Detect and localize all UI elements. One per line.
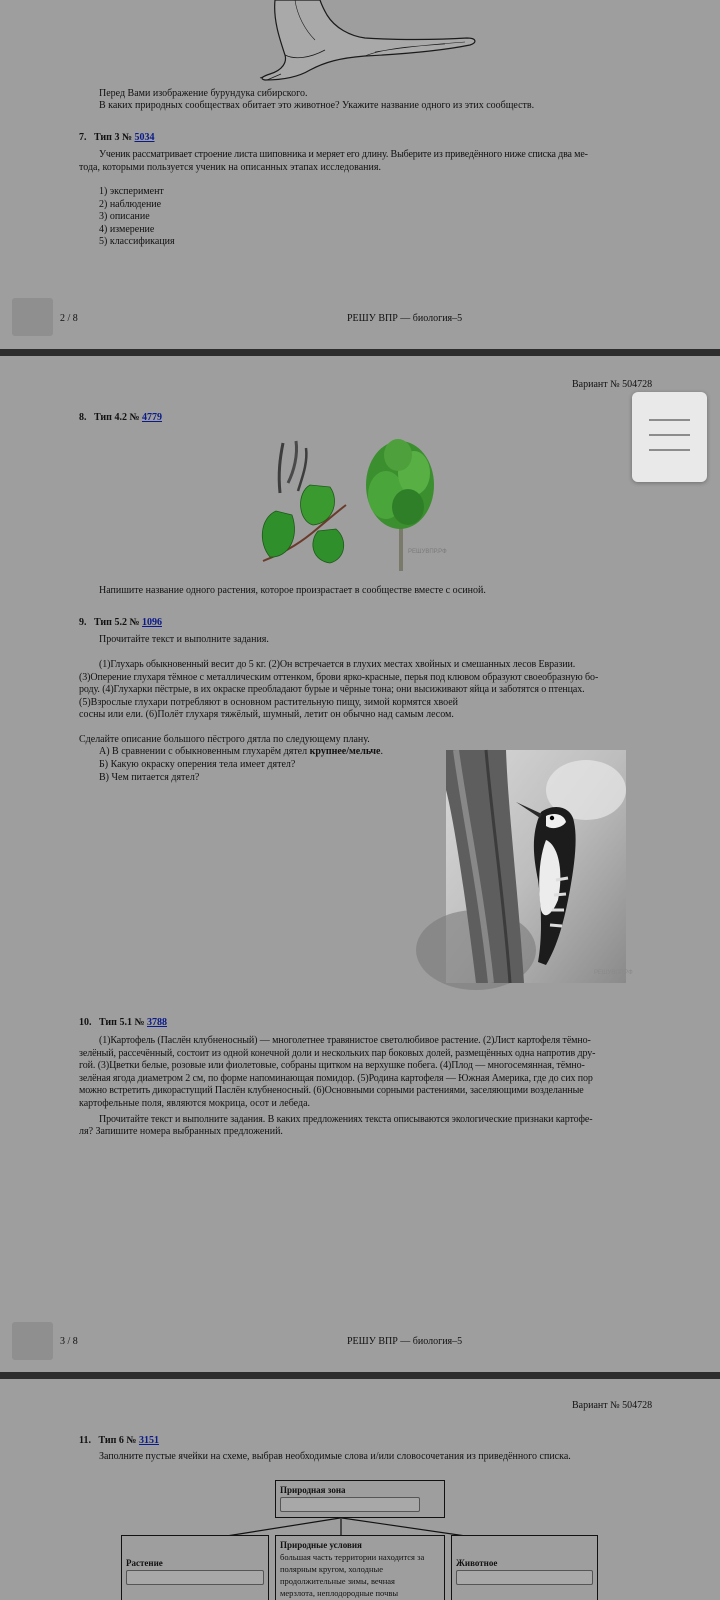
list-item: 4) измерение <box>99 223 155 235</box>
footer-page-number: 2 / 8 <box>60 313 78 324</box>
q7-header <box>79 132 155 145</box>
q9-paragraph-line5: сосны или ели. (6)Полёт глухаря тяжёлый, шумный, летит он обычно над самым лесом. <box>79 709 454 720</box>
footer-title: РЕШУ ВПР — биология–5 <box>347 1336 463 1347</box>
scheme-plant-label: Растение <box>126 1558 163 1568</box>
scheme-conditions-line4: мерзлота, неплодородные почвы <box>280 1588 399 1598</box>
scheme-natural-zone-box <box>275 1480 445 1518</box>
chipmunk-caption: Перед Вами изображение бурундука сибирского. <box>99 88 308 99</box>
q10-text-line5: можно встретить дикорастущий Паслён клубненосный. (6)Основными сорными растениями, заселяющими возделанные <box>79 1085 584 1096</box>
q8-question: Напишите название одного растения, которое произрастает в сообществе вместе с осиной. <box>99 585 486 596</box>
q11-id-link[interactable]: 3151 <box>138 1435 159 1446</box>
q9-item-a-end: . <box>380 746 383 757</box>
q10-text-line2: зелёный, рассечённый, состоит из одной конечной доли и нескольких пар боковых долей, размещённых одна напротив дру- <box>79 1048 596 1059</box>
q7-text-line1: Ученик рассматривает строение листа шиповника и меряет его длину. Выберите из приведённого ниже списка два ме- <box>99 149 588 160</box>
q9-item-a-bold: крупнее/мельче <box>309 746 381 757</box>
q7-type: Тип 3 № <box>94 132 132 143</box>
q9-paragraph-line1: (1)Глухарь обыкновенный весит до 5 кг. (2)Он встречается в глухих местах хвойных и смешанных лесов Евразии. <box>99 659 576 670</box>
scheme-plant-box <box>121 1535 269 1600</box>
page-thumbnail[interactable] <box>12 298 53 336</box>
scheme-conditions-line3: продолжительные зимы, вечная <box>280 1576 395 1586</box>
menu-icon-bar <box>649 449 690 451</box>
q9-task: Сделайте описание большого пёстрого дятла по следующему плану. <box>79 734 370 745</box>
footer-page-number: 3 / 8 <box>60 1336 78 1347</box>
list-item: 1) эксперимент <box>99 186 164 197</box>
scheme-conditions-line2: полярным кругом, холодные <box>280 1564 384 1574</box>
q9-paragraph-line4: (5)Взрослые глухари потребляют в основном растительную пищу, зимой кормятся хвоей <box>79 697 459 708</box>
menu-icon-bar <box>649 434 690 436</box>
q10-text-line4: зелёная ягода диаметром 2 см, по форме напоминающая помидор. (5)Родина картофеля — Южная Америка, где до сих пор <box>79 1073 593 1084</box>
q10-type: Тип 5.1 № <box>99 1017 145 1028</box>
q10-id-link[interactable]: 3788 <box>147 1017 167 1028</box>
scheme-animal-label: Животное <box>456 1558 498 1568</box>
q9-paragraph-line2: (3)Оперение глухаря тёмное с металлическим оттенком, брови ярко-красные, перья под клювом образуют своеобразную бо- <box>79 672 599 683</box>
q7-options <box>99 186 175 249</box>
variant-label: Вариант № 504728 <box>572 379 653 390</box>
q10-number: 10. <box>79 1017 92 1028</box>
q8-id-link[interactable]: 4779 <box>142 412 162 423</box>
q10-task-line1: Прочитайте текст и выполните задания. В каких предложениях текста описываются экологические признаки картофе- <box>99 1114 593 1125</box>
q9-id-link[interactable]: 1096 <box>142 617 162 628</box>
q9-number: 9. <box>79 617 87 628</box>
scheme-natural-zone-label: Природная зона <box>280 1485 346 1495</box>
q9-paragraph-line3: роду. (4)Глухарки пёстрые, в их окраске преобладают бурые и чёрные тона; они высиживают яйца и заботятся о птенцах. <box>79 684 585 695</box>
aspen-illustration <box>258 433 468 578</box>
chipmunk-illustration <box>255 0 485 82</box>
plant-input[interactable] <box>126 1570 264 1585</box>
q10-text-line6: картофельные поля, являются мокрица, осот и лебеда. <box>79 1098 311 1109</box>
q11-number: 11. <box>79 1435 91 1446</box>
q11-text: Заполните пустые ячейки на схеме, выбрав необходимые слова и/или словосочетания из приведённого списка. <box>99 1451 571 1462</box>
scheme-conditions-box <box>275 1535 445 1600</box>
scheme-animal-box <box>451 1535 598 1600</box>
list-item: 5) классификация <box>99 236 175 248</box>
scheme-conditions-title: Природные условия <box>280 1540 362 1550</box>
q10-text-line1: (1)Картофель (Паслён клубненосный) — многолетнее травянистое светолюбивое растение. (2)Лист картофеля тёмно- <box>99 1035 591 1046</box>
q11-header <box>79 1435 159 1448</box>
q10-header <box>79 1017 167 1030</box>
q9-type: Тип 5.2 № <box>94 617 140 628</box>
animal-input[interactable] <box>456 1570 593 1585</box>
q9-item-b: Б) Какую окраску оперения тела имеет дятел? <box>99 759 296 770</box>
q9-item-a-text: А) В сравнении с обыкновенным глухарём дятел <box>99 746 310 757</box>
page-divider <box>0 349 720 356</box>
q10-text-line3: гой. (3)Цветки белые, розовые или фиолетовые, собраны щитком на верхушке побега. (4)Плод — многосемянная, тёмно- <box>79 1060 585 1071</box>
q8-watermark: РЕШУВПР.РФ <box>408 549 447 555</box>
q9-watermark: РЕШУВПР.РФ <box>594 970 633 976</box>
page-divider <box>0 1372 720 1379</box>
q8-header <box>79 412 162 425</box>
variant-label: Вариант № 504728 <box>572 1400 653 1411</box>
q8-type: Тип 4.2 № <box>94 412 140 423</box>
q7-number: 7. <box>79 132 87 143</box>
q8-number: 8. <box>79 412 87 423</box>
q9-header <box>79 617 162 630</box>
woodpecker-photo <box>446 750 633 983</box>
list-item: 3) описание <box>99 211 150 223</box>
footer-title: РЕШУ ВПР — биология–5 <box>347 313 463 324</box>
menu-button[interactable] <box>632 392 707 482</box>
q9-item-a <box>99 746 383 759</box>
list-item: 2) наблюдение <box>99 198 162 210</box>
natural-zone-input[interactable] <box>280 1497 420 1512</box>
q9-intro: Прочитайте текст и выполните задания. <box>99 634 269 645</box>
scheme-conditions-line1: большая часть территории находится за <box>280 1552 425 1562</box>
q7-text-line2: тода, которыми пользуется ученик на описанных этапах исследования. <box>79 162 381 173</box>
menu-icon <box>649 419 690 421</box>
page-thumbnail[interactable] <box>12 1322 53 1360</box>
q9-item-c: В) Чем питается дятел? <box>99 772 200 783</box>
q7-id-link[interactable]: 5034 <box>134 132 155 143</box>
q11-type: Тип 6 № <box>98 1435 137 1446</box>
chipmunk-question: В каких природных сообществах обитает это животное? Укажите название одного из этих сообществ. <box>99 100 535 111</box>
q10-task-line2: ля? Запишите номера выбранных предложений. <box>79 1126 283 1137</box>
